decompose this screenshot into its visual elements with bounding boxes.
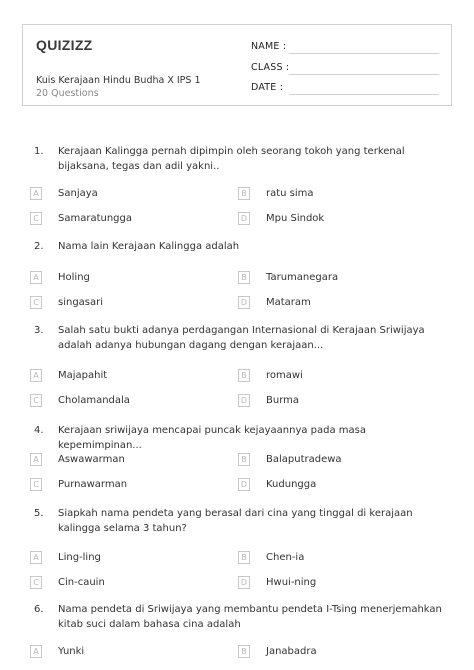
question-number: 2. <box>34 241 44 252</box>
option-text: Samaratungga <box>58 213 133 224</box>
option-letter-box[interactable]: D <box>238 296 250 309</box>
option-letter-box[interactable]: D <box>238 576 250 589</box>
option-letter-box[interactable]: A <box>30 551 42 564</box>
option-text: romawi <box>266 370 303 381</box>
option-text: Mpu Sindok <box>266 213 325 224</box>
option-text: Purnawarman <box>58 479 128 490</box>
date-label: DATE : <box>251 82 284 93</box>
class-line <box>289 74 439 75</box>
question-number: 3. <box>34 325 44 336</box>
option-letter-box[interactable]: C <box>30 478 42 491</box>
option-letter-box[interactable]: B <box>238 271 250 284</box>
option-text: Mataram <box>266 297 311 308</box>
option-letter-box[interactable]: C <box>30 212 42 225</box>
question-text: Kerajaan Kalingga pernah dipimpin oleh seorang tokoh yang terkenal bijaksana, tegas dan adil yakni.. <box>58 146 405 172</box>
option-letter-box[interactable]: A <box>30 369 42 382</box>
question-count: 20 Questions <box>36 88 99 99</box>
question-text: Salah satu bukti adanya perdagangan Internasional di Kerajaan Sriwijaya adalah adanya hubungan dagang dengan kerajaan... <box>58 325 425 351</box>
class-label: CLASS : <box>251 62 290 73</box>
question-text: Nama lain Kerajaan Kalingga adalah <box>58 241 240 252</box>
option-letter-box[interactable]: B <box>238 551 250 564</box>
name-line <box>289 53 439 54</box>
option-text: Aswawarman <box>58 454 125 465</box>
option-letter-box[interactable]: A <box>30 271 42 284</box>
option-letter-box[interactable]: B <box>238 453 250 466</box>
option-text: Kudungga <box>266 479 317 490</box>
question-text: Kerajaan sriwijaya mencapai puncak kejayaannya pada masa kepemimpinan... <box>58 425 367 451</box>
option-text: Hwui-ning <box>266 577 317 588</box>
question-text: Nama pendeta di Sriwijaya yang membantu pendeta I-Tsing menerjemahkan kitab suci dalam bahasa cina adalah <box>58 604 442 630</box>
date-line <box>289 94 439 95</box>
option-letter-box[interactable]: A <box>30 453 42 466</box>
worksheet-header <box>22 24 452 106</box>
quizizz-logo: QUIZIZZ <box>36 37 93 53</box>
option-letter-box[interactable]: D <box>238 478 250 491</box>
quiz-title: Kuis Kerajaan Hindu Budha X IPS 1 <box>36 75 201 86</box>
option-letter-box[interactable]: D <box>238 212 250 225</box>
option-letter-box[interactable]: C <box>30 394 42 407</box>
option-text: Janabadra <box>266 646 317 657</box>
option-text: ratu sima <box>266 188 314 199</box>
option-letter-box[interactable]: A <box>30 645 42 658</box>
option-text: Chen-ia <box>266 552 305 563</box>
name-label: NAME : <box>251 41 287 52</box>
question-text: Siapkah nama pendeta yang berasal dari cina yang tinggal di kerajaan kalingga selama 3 tahun? <box>58 508 413 534</box>
option-text: Cin-cauin <box>58 577 105 588</box>
option-letter-box[interactable]: A <box>30 187 42 200</box>
question-number: 6. <box>34 604 44 615</box>
option-text: singasari <box>58 297 104 308</box>
option-text: Holing <box>58 272 90 283</box>
option-text: Burma <box>266 395 300 406</box>
option-text: Ling-ling <box>58 552 101 563</box>
option-text: Sanjaya <box>58 188 98 199</box>
question-number: 1. <box>34 146 44 157</box>
option-letter-box[interactable]: C <box>30 576 42 589</box>
question-number: 4. <box>34 425 44 436</box>
option-text: Yunki <box>58 646 85 657</box>
option-letter-box[interactable]: B <box>238 369 250 382</box>
option-text: Cholamandala <box>58 395 130 406</box>
option-text: Tarumanegara <box>266 272 339 283</box>
option-letter-box[interactable]: B <box>238 187 250 200</box>
option-text: Majapahit <box>58 370 108 381</box>
option-letter-box[interactable]: D <box>238 394 250 407</box>
option-text: Balaputradewa <box>266 454 342 465</box>
question-number: 5. <box>34 508 44 519</box>
option-letter-box[interactable]: B <box>238 645 250 658</box>
option-letter-box[interactable]: C <box>30 296 42 309</box>
